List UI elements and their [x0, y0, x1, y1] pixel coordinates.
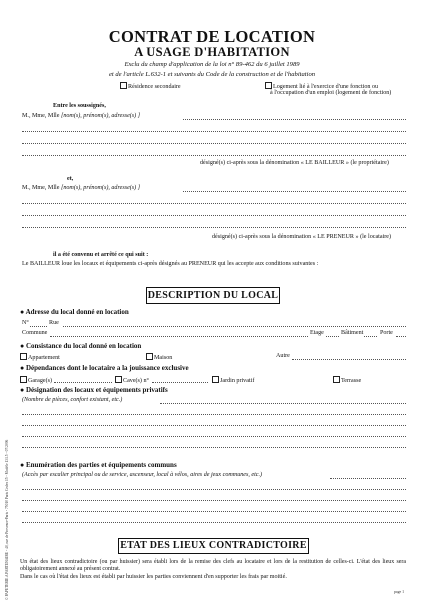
etage-label: Etage — [310, 330, 324, 336]
description-section-header — [146, 287, 280, 304]
cave-field[interactable] — [152, 382, 208, 383]
commune-field[interactable] — [50, 336, 308, 337]
option-cave[interactable] — [115, 376, 149, 384]
checkbox-appartement[interactable] — [20, 353, 27, 360]
etat-paragraph-1: Un état des lieux contradictoire (ou par huissier) sera établi lors de la remise des clefs au locataire et lors de la restitution de celles-ci. L'état des lieux sera obligatoirement annexé au présent contrat. — [20, 559, 406, 572]
etat-paragraph-2: Dans le cas où l'état des lieux est établi par huissier les parties conviennent d'en supporter les frais par moitié. — [20, 574, 287, 580]
designation-heading — [20, 386, 168, 394]
article-line: et de l'article L.632-1 et suivants du Code de la construction et de l'habitation — [108, 71, 316, 78]
etage-field[interactable] — [326, 336, 339, 337]
option-residence-secondaire[interactable] — [120, 82, 181, 90]
batiment-label: Bâtiment — [341, 330, 364, 336]
designation-line-2[interactable] — [22, 414, 406, 415]
preneur-prefix: M., Mme, Mlle — [22, 185, 60, 191]
dependances-heading — [20, 364, 189, 372]
page-number: page 1 — [394, 590, 405, 594]
number-field[interactable] — [30, 326, 47, 327]
bailleur-fields-hint: [nom(s), prénom(s), adresse(s) ] — [60, 113, 141, 119]
autre-field[interactable] — [292, 359, 406, 360]
preneur-fields-hint: [nom(s), prénom(s), adresse(s) ] — [60, 185, 141, 191]
bailleur-prefix: M., Mme, Mlle — [22, 113, 60, 119]
etat-section-title: ETAT DES LIEUX CONTRADICTOIRE — [120, 540, 307, 551]
enumeration-line-2[interactable] — [22, 489, 406, 490]
bailleur-designation: désigné(s) ci-après sous la dénomination « LE BAILLEUR » (le propriétaire) — [200, 160, 389, 166]
checkbox-garage[interactable] — [20, 376, 27, 383]
option-appartement[interactable] — [20, 353, 60, 361]
bailleur-line-2[interactable] — [22, 131, 406, 132]
bullet-icon: ● — [20, 364, 25, 372]
preneur-line-4[interactable] — [22, 227, 406, 228]
jardin-label: Jardin privatif — [220, 378, 255, 384]
consistance-heading — [20, 342, 141, 350]
contract-subtitle: A USAGE D'HABITATION — [134, 45, 290, 59]
garage-label: Garage(s) — [28, 378, 53, 384]
commune-label: Commune — [22, 330, 48, 336]
cave-label: Cave(s) n° — [123, 378, 149, 384]
bullet-icon: ● — [20, 461, 25, 469]
designation-line-1[interactable] — [160, 403, 406, 404]
enumeration-heading — [20, 461, 177, 469]
bailleur-line-3[interactable] — [22, 143, 406, 144]
enumeration-heading-label: Enumération des parties et équipements communs — [25, 461, 177, 469]
publisher-side-note: © PAPETERIE A PARTENAIRE - 40, rue de Provence-Paris - 75010 Paris Cedex 15 - Modèle 131.5 - 07/2006 — [5, 439, 9, 600]
contract-title: CONTRAT DE LOCATION — [108, 27, 316, 46]
enumeration-line-1[interactable] — [330, 478, 406, 479]
number-label: N° — [22, 320, 29, 326]
terrasse-label: Terrasse — [341, 378, 362, 384]
consistance-heading-label: Consistance du local donné en location — [25, 342, 142, 350]
checkbox-cave[interactable] — [115, 376, 122, 383]
option-residence-label: Résidence secondaire — [128, 84, 181, 90]
enumeration-hint: (Accès par escalier principal ou de service, ascenseur, local à vélos, aires de jeux communes, etc.) — [22, 472, 263, 478]
enumeration-line-4[interactable] — [22, 511, 406, 512]
lease-statement: Le BAILLEUR loue les locaux et équipements ci-après désignés au PRENEUR qui les accepte aux conditions suivantes : — [22, 261, 319, 267]
preneur-designation: désigné(s) ci-après sous la dénomination « LE PRENEUR » (le locataire) — [212, 234, 392, 240]
checkbox-logement-fonction[interactable] — [265, 82, 272, 89]
designation-line-5[interactable] — [22, 447, 406, 448]
agreement-line: il a été convenu et arrêté ce qui suit : — [53, 252, 149, 258]
bullet-icon: ● — [20, 342, 25, 350]
option-logement-label-1: Logement lié à l'exercice d'une fonction ou — [273, 84, 379, 90]
designation-heading-label: Désignation des locaux et équipements privatifs — [25, 386, 168, 394]
designation-line-4[interactable] — [22, 436, 406, 437]
maison-label: Maison — [154, 355, 173, 361]
checkbox-maison[interactable] — [146, 353, 153, 360]
bailleur-line-4[interactable] — [22, 155, 406, 156]
designation-hint: (Nombre de pièces, confort existant, etc.) — [22, 397, 123, 403]
checkbox-terrasse[interactable] — [333, 376, 340, 383]
designation-line-3[interactable] — [22, 425, 406, 426]
description-section-title: DESCRIPTION DU LOCAL — [147, 289, 279, 301]
option-garage[interactable] — [20, 376, 52, 384]
autre-label: Autre — [276, 353, 290, 359]
appartement-label: Appartement — [28, 355, 60, 361]
option-logement-label-2: à l'occupation d'un emploi (logement de fonction) — [270, 90, 392, 96]
etat-section-header — [118, 538, 309, 554]
dependances-heading-label: Dépendances dont le locataire a la jouissance exclusive — [25, 364, 189, 372]
preneur-line-3[interactable] — [22, 215, 406, 216]
option-terrasse[interactable] — [333, 376, 361, 384]
porte-field[interactable] — [396, 336, 406, 337]
enumeration-line-3[interactable] — [22, 500, 406, 501]
parties-and: et, — [67, 176, 74, 182]
address-heading — [20, 308, 129, 316]
checkbox-jardin[interactable] — [212, 376, 219, 383]
preneur-name-line — [22, 185, 140, 191]
porte-label: Porte — [380, 330, 393, 336]
checkbox-residence-secondaire[interactable] — [120, 82, 127, 89]
batiment-field[interactable] — [364, 336, 377, 337]
exclusion-line: Exclu du champ d'application de la loi n° 89-462 du 6 juillet 1989 — [124, 61, 300, 68]
bullet-icon: ● — [20, 386, 25, 394]
parties-intro: Entre les soussignés, — [53, 103, 106, 109]
bullet-icon: ● — [20, 308, 25, 316]
bailleur-line-1[interactable] — [183, 119, 406, 120]
garage-field[interactable] — [54, 382, 112, 383]
bailleur-name-line — [22, 113, 140, 119]
enumeration-line-5[interactable] — [22, 522, 406, 523]
preneur-line-1[interactable] — [183, 191, 406, 192]
address-heading-label: Adresse du local donné en location — [25, 308, 129, 316]
preneur-line-2[interactable] — [22, 203, 406, 204]
option-maison[interactable] — [146, 353, 172, 361]
option-jardin[interactable] — [212, 376, 254, 384]
option-logement-fonction[interactable] — [265, 82, 378, 90]
street-label: Rue — [49, 320, 59, 326]
street-field[interactable] — [63, 326, 406, 327]
